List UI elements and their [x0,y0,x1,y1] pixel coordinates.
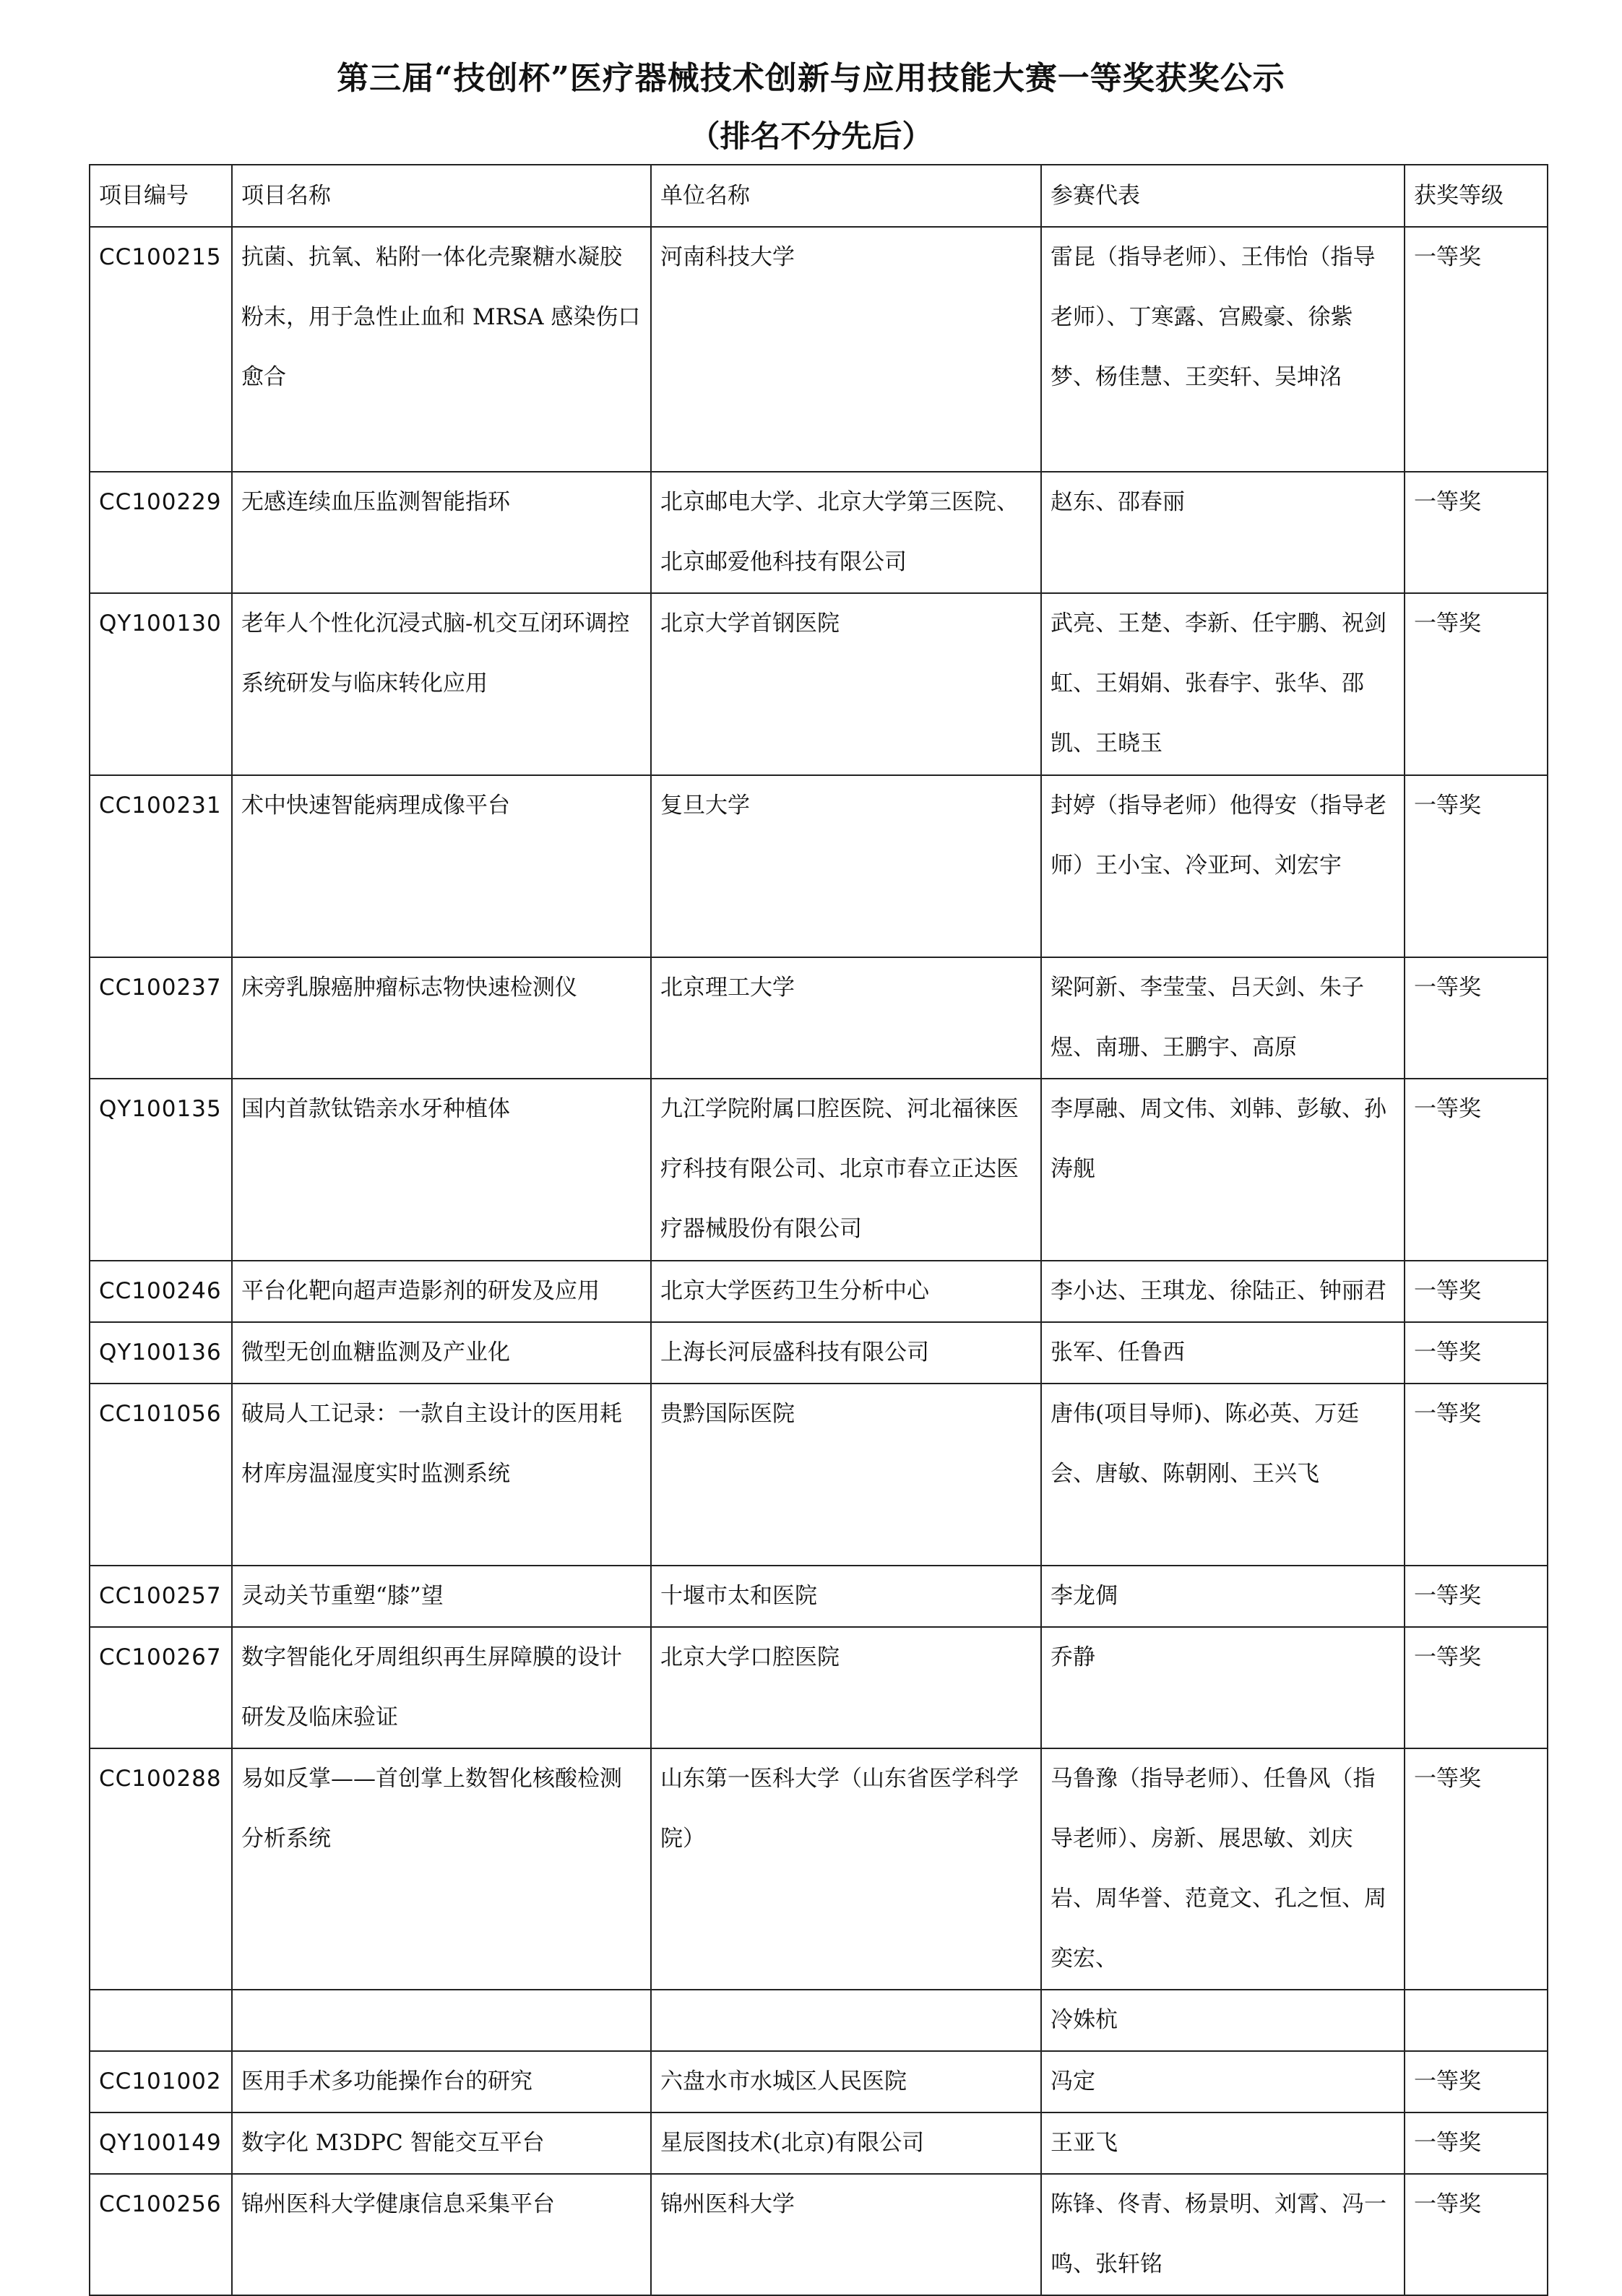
cell-unit: 锦州医科大学 [651,2174,1041,2295]
cell-name: 破局人工记录：一款自主设计的医用耗材库房温湿度实时监测系统 [232,1384,651,1566]
cell-unit: 北京理工大学 [651,957,1041,1079]
cell-reps: 乔静 [1041,1627,1405,1748]
table-row [90,2051,1548,2112]
cell-unit: 北京大学医药卫生分析中心 [651,1261,1041,1322]
cell-award: 一等奖 [1405,1566,1548,1627]
cell-unit: 北京大学首钢医院 [651,593,1041,775]
cell-code: CC100267 [90,1627,232,1748]
cell-name: 微型无创血糖监测及产业化 [232,1322,651,1384]
header-reps: 参赛代表 [1041,165,1405,227]
table-row [90,1261,1548,1322]
cell-reps: 张军、任鲁西 [1041,1322,1405,1384]
cell-code: CC100257 [90,1566,232,1627]
table-row [90,1384,1548,1566]
cell-award: 一等奖 [1405,2174,1548,2295]
table-row [90,1079,1548,1261]
cell-reps: 冷姝杭 [1041,1990,1405,2051]
cell-code [90,1990,232,2051]
cell-unit: 贵黔国际医院 [651,1384,1041,1566]
cell-code: CC101056 [90,1384,232,1566]
cell-code: QY100135 [90,1079,232,1261]
cell-code: CC100237 [90,957,232,1079]
cell-name: 灵动关节重塑“膝”望 [232,1566,651,1627]
cell-code: CC100256 [90,2174,232,2295]
table-row [90,227,1548,472]
cell-award: 一等奖 [1405,1627,1548,1748]
table-header-row [90,165,1548,227]
cell-reps: 梁阿新、李莹莹、吕天剑、朱子煜、南珊、王鹏宇、高原 [1041,957,1405,1079]
cell-reps: 封婷（指导老师）他得安（指导老师）王小宝、冷亚珂、刘宏宇 [1041,775,1405,957]
cell-name: 床旁乳腺癌肿瘤标志物快速检测仪 [232,957,651,1079]
document-subtitle: （排名不分先后） [689,118,933,154]
cell-award: 一等奖 [1405,775,1548,957]
cell-reps: 李小达、王琪龙、徐陆正、钟丽君 [1041,1261,1405,1322]
cell-reps: 赵东、邵春丽 [1041,472,1405,593]
table-row [90,1566,1548,1627]
cell-reps: 冯定 [1041,2051,1405,2112]
cell-unit: 上海长河辰盛科技有限公司 [651,1322,1041,1384]
cell-award [1405,1990,1548,2051]
cell-name: 数字化 M3DPC 智能交互平台 [232,2112,651,2174]
cell-unit: 星辰图技术(北京)有限公司 [651,2112,1041,2174]
cell-unit [651,1990,1041,2051]
header-code: 项目编号 [90,165,232,227]
cell-name: 锦州医科大学健康信息采集平台 [232,2174,651,2295]
cell-unit: 北京邮电大学、北京大学第三医院、北京邮爱他科技有限公司 [651,472,1041,593]
cell-name: 术中快速智能病理成像平台 [232,775,651,957]
table-row [90,1322,1548,1384]
cell-name: 易如反掌——首创掌上数智化核酸检测分析系统 [232,1748,651,1990]
table-row [90,472,1548,593]
cell-unit: 北京大学口腔医院 [651,1627,1041,1748]
cell-award: 一等奖 [1405,2112,1548,2174]
table-row [90,1748,1548,1990]
cell-unit: 六盘水市水城区人民医院 [651,2051,1041,2112]
cell-award: 一等奖 [1405,472,1548,593]
cell-name: 医用手术多功能操作台的研究 [232,2051,651,2112]
cell-unit: 山东第一医科大学（山东省医学科学院） [651,1748,1041,1990]
cell-award: 一等奖 [1405,593,1548,775]
document-title: 第三届“技创杯”医疗器械技术创新与应用技能大赛一等奖获奖公示 [337,60,1285,97]
cell-reps: 唐伟(项目导师)、陈必英、万廷会、唐敏、陈朝刚、王兴飞 [1041,1384,1405,1566]
cell-code: CC100231 [90,775,232,957]
cell-reps: 王亚飞 [1041,2112,1405,2174]
header-award: 获奖等级 [1405,165,1548,227]
award-table [89,164,1548,2296]
header-name: 项目名称 [232,165,651,227]
cell-award: 一等奖 [1405,1079,1548,1261]
cell-unit: 河南科技大学 [651,227,1041,472]
cell-code: CC100288 [90,1748,232,1990]
cell-code: QY100149 [90,2112,232,2174]
cell-reps: 雷昆（指导老师）、王伟怡（指导老师）、丁寒露、宫殿豪、徐紫梦、杨佳慧、王奕轩、吴坤洺 [1041,227,1405,472]
cell-award: 一等奖 [1405,227,1548,472]
table-row [90,2112,1548,2174]
table-row [90,2174,1548,2295]
cell-name: 平台化靶向超声造影剂的研发及应用 [232,1261,651,1322]
cell-code: CC100246 [90,1261,232,1322]
cell-reps: 陈锋、佟青、杨景明、刘霄、冯一鸣、张轩铭 [1041,2174,1405,2295]
cell-name: 数字智能化牙周组织再生屏障膜的设计研发及临床验证 [232,1627,651,1748]
cell-award: 一等奖 [1405,1322,1548,1384]
cell-name: 国内首款钛锆亲水牙种植体 [232,1079,651,1261]
cell-name [232,1990,651,2051]
table-row [90,1990,1548,2051]
table-row [90,1627,1548,1748]
cell-code: CC101002 [90,2051,232,2112]
cell-award: 一等奖 [1405,1384,1548,1566]
cell-name: 无感连续血压监测智能指环 [232,472,651,593]
cell-unit: 九江学院附属口腔医院、河北福徕医疗科技有限公司、北京市春立正达医疗器械股份有限公司 [651,1079,1041,1261]
cell-reps: 李龙倜 [1041,1566,1405,1627]
table-row [90,593,1548,775]
cell-code: CC100215 [90,227,232,472]
cell-reps: 马鲁豫（指导老师）、任鲁风（指导老师）、房新、展思敏、刘庆岩、周华誉、范竟文、孔之恒、周奕宏、 [1041,1748,1405,1990]
cell-reps: 李厚融、周文伟、刘韩、彭敏、孙涛舰 [1041,1079,1405,1261]
cell-code: QY100130 [90,593,232,775]
cell-award: 一等奖 [1405,957,1548,1079]
cell-award: 一等奖 [1405,2051,1548,2112]
cell-unit: 复旦大学 [651,775,1041,957]
cell-name: 抗菌、抗氧、粘附一体化壳聚糖水凝胶粉末，用于急性止血和 MRSA 感染伤口愈合 [232,227,651,472]
cell-code: CC100229 [90,472,232,593]
cell-unit: 十堰市太和医院 [651,1566,1041,1627]
cell-reps: 武亮、王楚、李新、任宇鹏、祝剑虹、王娟娟、张春宇、张华、邵凯、王晓玉 [1041,593,1405,775]
header-unit: 单位名称 [651,165,1041,227]
table-row [90,957,1548,1079]
table-row [90,775,1548,957]
cell-code: QY100136 [90,1322,232,1384]
cell-award: 一等奖 [1405,1748,1548,1990]
cell-name: 老年人个性化沉浸式脑-机交互闭环调控系统研发与临床转化应用 [232,593,651,775]
cell-award: 一等奖 [1405,1261,1548,1322]
